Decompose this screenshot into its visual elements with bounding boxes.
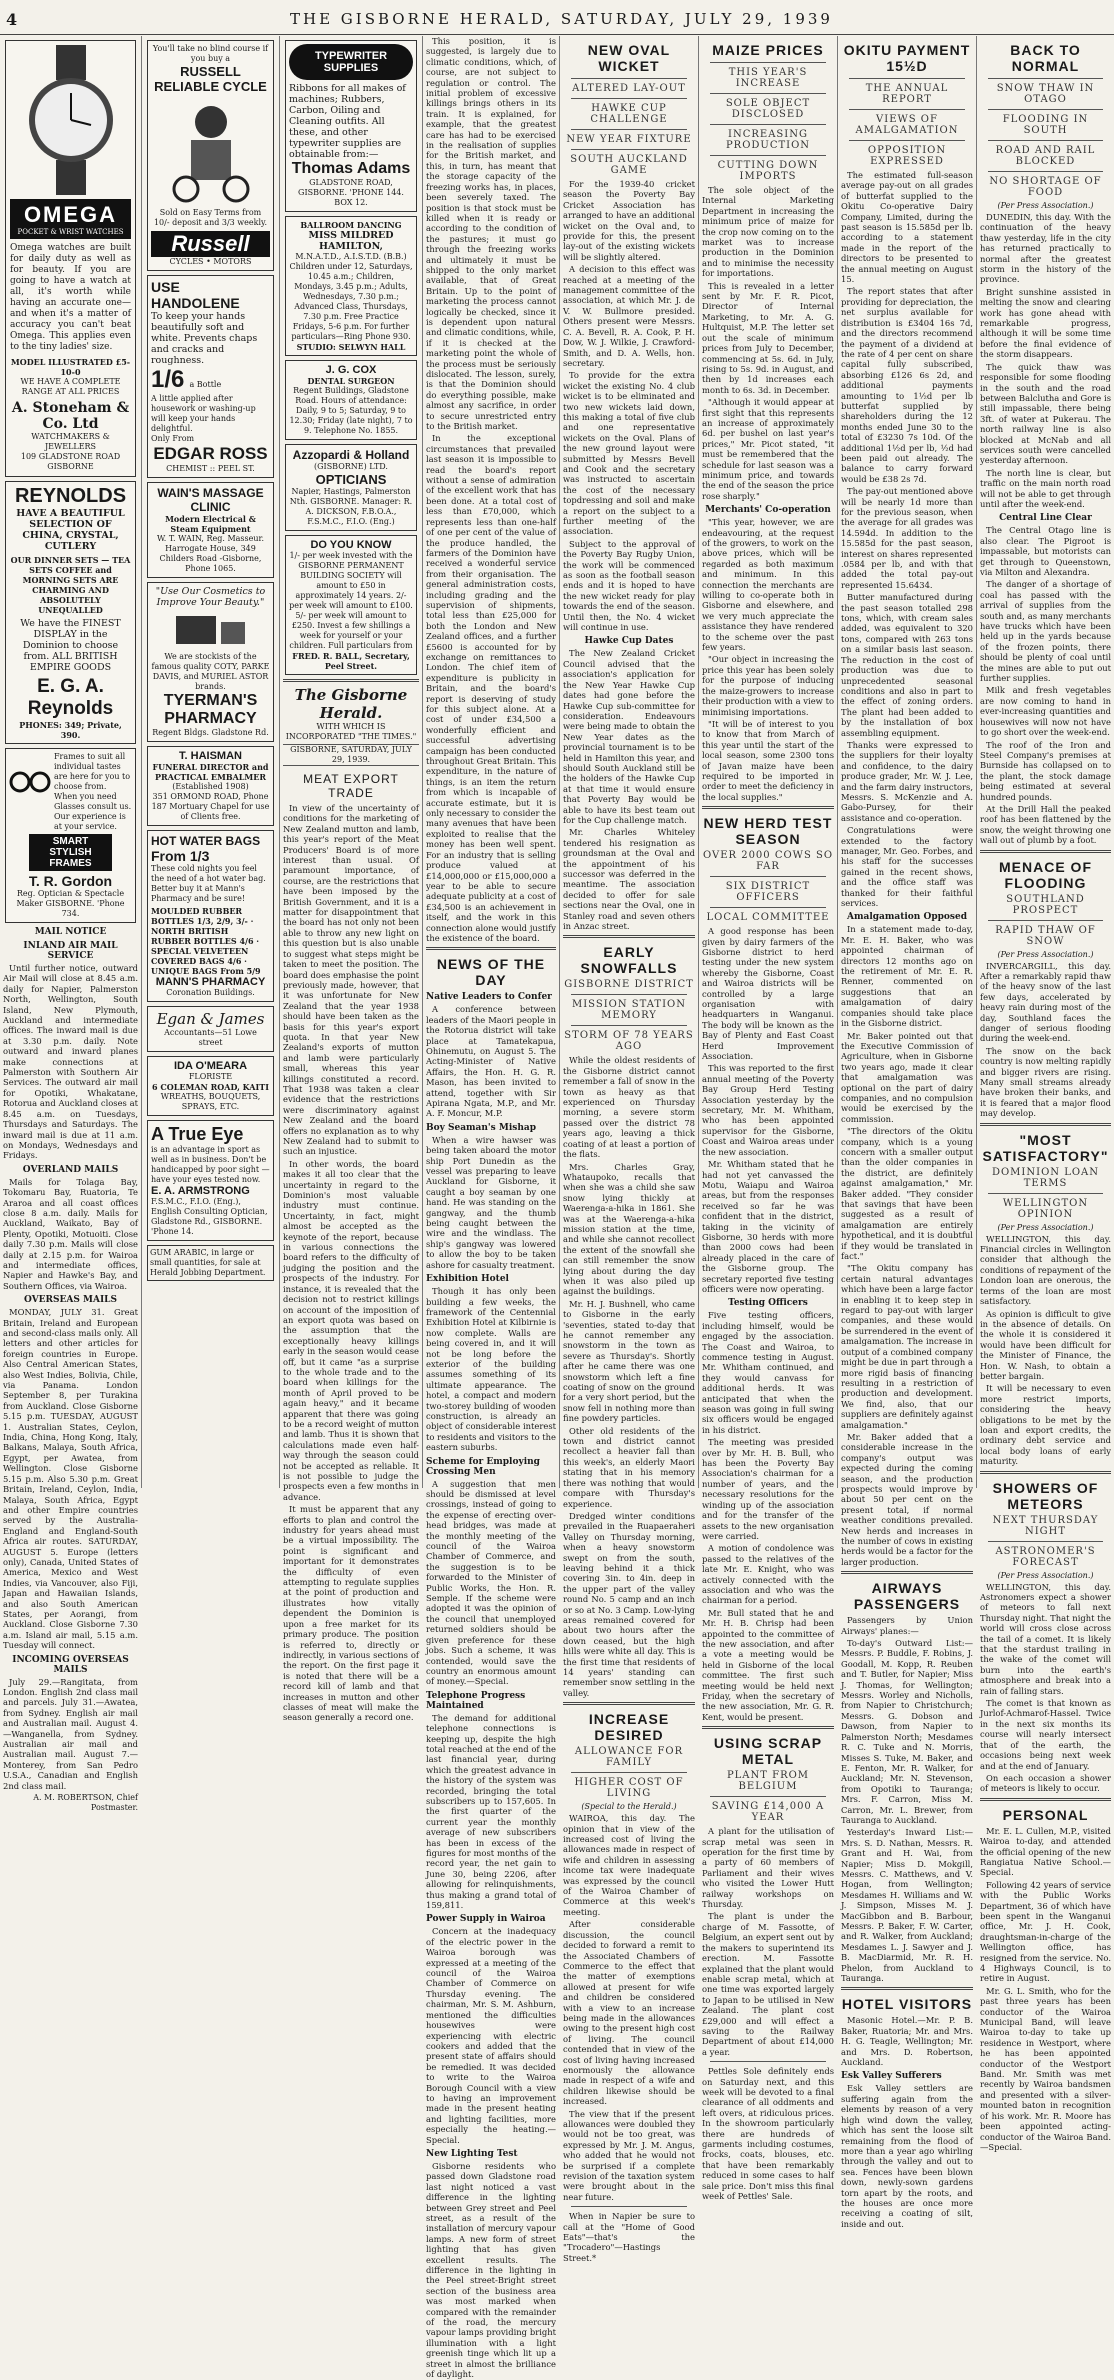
- page-title: THE GISBORNE HERALD, SATURDAY, JULY 29, 1939: [290, 10, 833, 28]
- wain-ad: [147, 482, 274, 578]
- back-to-normal-headline: BACK TO NORMAL: [1010, 42, 1081, 74]
- armstrong-optician-ad: [147, 1120, 274, 1241]
- handolene-only: Only From: [151, 434, 195, 443]
- news-of-day-headline: NEWS OF THE DAY: [436, 956, 546, 989]
- mail-overland-body: Mails for Tolaga Bay, Tokomaru Bay, Ruatoria, Te Araroa and all coast offices close 8 a.m. daily. Mails for Auckland, Waikato, Bay of Plenty, Opotiki, Motuoiti. Close daily 7.30 p.m. Mails will close daily at 2.15 p.m. for Wairoa and intermediate offices, Napier and Hawke's Bay, and Southern Offices, via Wairoa.: [3, 1176, 138, 1291]
- column-weather-personal: [976, 36, 1114, 2152]
- subheadline: SOLE OBJECT DISCLOSED: [725, 98, 811, 120]
- article-paragraph: The view that if the present allowances were doubled they would not be too great, was expressed by Mr. J. M. Angus, who added that he would not be surprised if a complete revision of the taxation system were brought about in the near future.: [563, 2108, 695, 2202]
- reynolds-head: REYNOLDS: [14, 485, 127, 507]
- editorial-paragraph: This position, it is suggested, is largely due to climatic conditions, which, of course, are not subject to regulation or control. The initial problem of excessive killings brings others in its train. It is explained, for example, that the greatest care has had to be exercised in the realisation of supplies for the British market, and this, in turn, has meant that the storage capacity of the freezing works has, in places, been severely taxed. The position is that stock must be killed when it is ready or according to the condition of the pastures; it must go through the freezing works and ultimately it must be shipped to the only market available, that of Great Britain. Up to the point of marketing the process cannot logically be checked, since it is dependent upon natural and climatic conditions, while, if it is checked at the marketing point the whole of the process must be seriously dislocated. The lesson, surely, is that the Dominion should do everything possible, make almost any sacrifice, in order to secure unrestricted entry to the British market.: [426, 36, 556, 432]
- article-paragraph: Other old residents of the town and district cannot recollect a heavier fall than this week's, an elderly Maori stating that in his memory there was nothing that would compare with Thursday's experience.: [563, 1425, 695, 1509]
- article-paragraph: This was reported to the first annual meeting of the Poverty Bay Group Herd Testing Association yesterday by the secretary, Mr. M. Whitham, who has been appointed supervisor for the Gisborne, Coast and Wairoa areas under the new association.: [702, 1063, 834, 1157]
- subheadline: ASTRONOMER'S FORECAST: [995, 1545, 1096, 1568]
- article-paragraph: INVERCARGILL, this day. After a remarkably rapid thaw of the heavy snow of the last few days, accelerated by heavy rain during most of the day, Southland faces the danger of serious flooding during the week-end.: [980, 960, 1111, 1044]
- azz-body: Napier, Hastings, Palmerston Nth. GISBORNE. Manager: R. A. DICKSON, F.B.O.A., F.S.M.C., F.I.O. (Eng.): [289, 487, 413, 526]
- haisman-addr: 351 ORMOND ROAD, Phone 187 Mortuary Chapel for use of Clients free.: [151, 792, 270, 821]
- section-subhead: Esk Valley Sufferers: [841, 2071, 942, 2082]
- mann-addr: Coronation Buildings.: [166, 988, 255, 997]
- tw-banner: TYPEWRITER SUPPLIES: [289, 44, 413, 80]
- mail-sign: A. M. ROBERTSON, Chief Postmaster.: [33, 1793, 138, 1813]
- paper-name: The Gisborne Herald.: [294, 686, 408, 722]
- scrap-metal-headline: USING SCRAP METAL: [713, 1735, 823, 1768]
- article-paragraph: Esk Valley settlers are suffering again from the elements by reason of a very high wind down the valley, which has sent the loose silt remaining from the flood of more than a year ago whirling through the valley and out to sea. Fences have been blown down, newly-sown gardens torn apart by the roots, and the houses are once more receiving a coating of silt, inside and out.: [841, 2083, 973, 2229]
- mail-overseas-body: MONDAY, JULY 31. Great Britain, Ireland and European and second-class mails only. All letters and other articles for foreign countries in Europe. Also Central American States, also West Indies, Bolivia, Chile, via Panama. London September 8, per Turakina from Auckland. Close Gisborne 5.15 p.m. TUESDAY, AUGUST 1. Australian States, Ceylon, India, China, Hong Kong, Italy, Balkans, Malaya, South Africa, Egypt, per Awatea, from Wellington. Close Gisborne 5.15 p.m. Also 5.30 p.m. Great Britain, Ireland, Ceylon, India, Malaya, South Africa, Egypt and other Empire countries served by the Australia-England and England-South Africa air routes. SATURDAY, AUGUST 5. Europe (letters only), Canada, United States of America, Mexico and West Indies, via Vancouver, also Fiji, Japan and Hawaiian Islands, and also South American States, per Aorangi, from Auckland. Close Gisborne 7.30 a.m. Island air mail, 5.15 a.m. Tuesday will connect.: [3, 1307, 138, 1651]
- haisman-name: T. HAISMAN: [179, 750, 242, 762]
- subheadline: NEW YEAR FIXTURE: [566, 134, 692, 145]
- hotel-visitors-headline: HOTEL VISITORS: [841, 1996, 973, 2013]
- mail-incoming-body: July 29.—Rangitata, from London. English 2nd class mail and parcels. July 31.—Awatea, from Sydney. English air mail and Australian mail. August 4.—Wanganella, from Sydney. Australian air mail and Australian mail. August 7.—Monterey, from San Pedro U.S.A., Canadian and English 2nd class mail.: [3, 1676, 138, 1791]
- article-paragraph: Masonic Hotel.—Mr. P. B. Baker, Ruatoria; Mr. and Mrs. H. G. Teagle, Wellington; Mr. and Mrs. D. Robertson, Auckland.: [841, 2015, 973, 2068]
- article-paragraph: Passengers by Union Airways' planes:—: [841, 1615, 973, 1636]
- pbs-head: DO YOU KNOW: [310, 539, 392, 551]
- article-paragraph: It will be necessary to even more restrict imports, considering the heavy obligations to be met by the loan and export credits, the ordinary debt service and local body loans of early maturity.: [980, 1383, 1111, 1467]
- wain-addr: Harrogate House, 349 Childers Road -Gisborne, Phone 1065.: [159, 544, 262, 573]
- ballroom-studio: STUDIO: SELWYN HALL: [296, 342, 406, 352]
- article-paragraph: "Our object in increasing the price this year has been solely for the purpose of inducing the maize-growers to increase their production with a view to minimising importations.: [702, 654, 834, 717]
- article-paragraph: DUNEDIN, this day. With the continuation of the heavy thaw yesterday, life in the city has returned practically to normal after the greatest storm in the history of the province.: [980, 212, 1111, 285]
- article-paragraph: "This year, however, we are endeavouring, at the request of the growers, to work on the above prices, which will be regarded as both maximum and minimum. In this connection the merchants are willing to co-operate both in Gisborne and elsewhere, and we very much appreciate the assistance they have rendered to the scheme over the past few years.: [702, 517, 834, 653]
- hwb-body: These cold nights you feel the need of a hot water bag. Better buy it at Mann's Pharmacy and be sure!: [151, 864, 266, 903]
- mail-inland-head: INLAND AIR MAIL SERVICE: [23, 941, 118, 961]
- edgar-addr: CHEMIST :: PEEL ST.: [166, 464, 255, 473]
- eye-head: A True Eye: [151, 1124, 244, 1144]
- ida-list: WREATHS, BOUQUETS, SPRAYS, ETC.: [160, 1092, 261, 1111]
- news-item-body: Though it has only been building a few weeks, the framework of the Centennial Exhibition Hotel at Kilbirnie is now complete. Walls are being covered in, and it will not be long before the exterior of the building assumes something of its ultimate appearance. The hotel, a compact and modern two-storey building of wooden construction, is already an object of considerable interest to residents and visitors to the eastern suburbs.: [426, 1286, 556, 1453]
- cox-body: Regent Buildings, Gladstone Road. Hours of attendance: Daily, 9 to 5; Saturday, 9 to 12.30; Friday (late night), 7 to 9. Telephone No. 1855.: [289, 386, 413, 435]
- egar-phone: PHONES: 349; Private, 390.: [19, 720, 122, 740]
- tyer-addr: Regent Bldgs. Gladstone Rd.: [152, 728, 269, 737]
- article-paragraph: This is revealed in a letter sent by Mr. F. R. Picot, Director of Internal Marketing, to Mr. A. G. Hultquist, M.P. The letter set out the scale of minimum prices from July to December, commencing at 5s. 6d. in July, rising to 5s. 9d. in August, and then by 1d increases each month to 6s. 3d. in December.: [702, 280, 834, 395]
- gum-arabic-ad: GUM ARABIC, in large or small quantities, for sale at Herald Jobbing Department.: [147, 1245, 274, 1281]
- subheadline: SOUTH AUCKLAND GAME: [570, 154, 688, 176]
- herd-test-headline: NEW HERD TEST SEASON: [703, 815, 833, 848]
- handolene-unit: a Bottle: [189, 380, 222, 389]
- ida-name: IDA O'MEARA: [173, 1060, 248, 1072]
- article-paragraph: A decision to this effect was reached at a meeting of the management committee of the association, at which Mr. J. de V. W. Bullmore presided. Others present were Messrs. C. A. Bevell, R. A. Cook, P. H. Dow, W. J. Wilkie, J. Crawford-Smith, and D. A. Wells, hon. secretary.: [563, 264, 695, 368]
- maize-headline: MAIZE PRICES: [712, 42, 824, 58]
- adams-addr: GLADSTONE ROAD, GISBORNE. 'PHONE 144. BOX 12.: [298, 178, 404, 207]
- editorial-paragraph: In the exceptional circumstances that prevailed last season it is impossible to read the board's report without a sense of admiration of the excellent work that has been done. At a total cost of less than £70,000, which represents less than one-half of one per cent of the value of the produce handled, the farmers of the Dominion have received a wonderful service from their organisation. The general administration costs, including grading and the supervision of shipments, total less than £25,000 for both the London and New Zealand offices, and a further £5600 is accounted for by exchange on remittances to London. The chief item of expenditure is publicity in Britain, and the board's report is deserving of study for this subject alone. At a cost of under £34,500 a wonderfully efficient and successful advertising campaign has been conducted throughout Great Britain. This expenditure, in the nature of things, is an item the return from which is incapable of accurate estimate, but it is only necessary to consider the many avenues that have been exploited to realise that the money has been well spent. For an industry that is selling produce valued at £14,000,000 or £15,000,000 a year to be able to secure adequate publicity at a cost of £34,500 is an achievement in itself, and the work in this connection alone would justify the existence of the board.: [426, 433, 556, 943]
- article-paragraph: "It will be of interest to you to know that from March of this year until the start of the local season, some 2300 tons of Javan maize have been required to be imported in order to meet the deficiency in the local supplies.": [702, 718, 834, 802]
- news-item-head: Exhibition Hotel: [426, 1274, 509, 1285]
- article-paragraph: The pay-out mentioned above will be nearly 1d more than for the previous season, when the average for all grades was 14.594d. In addition to the 15.585d for the past season, interest on shares represented .0584 per lb, and with that added the total pay-out represented 15.6434.: [841, 486, 973, 590]
- airways-headline: AIRWAYS PASSENGERS: [853, 1580, 961, 1613]
- omega-body: Omega watches are built for daily duty as well as for beauty. If you are going to have a watch at all, it's worth while having an accurate one—and when it's a matter of accuracy you can't beat Omega. This applies even to the tiny ladies' size.: [10, 243, 131, 352]
- wain-head: WAIN'S MASSAGE CLINIC: [157, 486, 264, 514]
- article-paragraph: The plant is under the charge of M. Fassotte, of Belgium, an expert sent out by the makers to superintend its erection. M. Fassotte explained that the plant would enable scrap metal, which at one time was exported largely to Japan to be utilised in New Zealand. The plant cost £29,000 and will effect a saving to the Railway Department of about £14,000 a year.: [702, 1911, 834, 2057]
- omega-ad: [5, 40, 136, 477]
- pbs-body: 1/- per week invested with the GISBORNE PERMANENT BUILDING SOCIETY will amount to £50 in approximately 14 years. 2/- per week will amount to £100. 5/- per week will amount to £250. Invest a few shillings a week for yourself or your children. Full particulars from: [289, 551, 413, 650]
- news-item-body: A suggestion that men should be dismissed at level crossings, instead of going to the expense of erecting over-head bridges, was made at the monthly meeting of the council of the Wairoa Chamber of Commerce, and the suggestion is to be forwarded to the Minister of Public Works, the Hon. R. Semple. If the scheme were adopted it was the opinion of the council that unemployed returned soldiers should be given preference for these jobs. Such a scheme, it was contended, would save the country an enormous amount of money.—Special.: [426, 1478, 556, 1687]
- byline: (Per Press Association.): [997, 1222, 1094, 1232]
- tyer-name: TYERMAN'S PHARMACY: [163, 692, 258, 727]
- omega-range: WE HAVE A COMPLETE RANGE AT ALL PRICES: [20, 377, 121, 396]
- subheadline: THIS YEAR'S INCREASE: [728, 67, 808, 89]
- article-paragraph: The roof of the Iron and Steel Company's premises at Burnside has collapsed on to the plant, the stock damage being estimated at several hundred pounds.: [980, 739, 1111, 802]
- news-item-body: Gisborne residents who passed down Gladstone road last night noticed a vast difference in the lighting between Grey street and Peel street, as a result of the installation of mercury vapour lamps. A new form of street lighting that has given excellent results. The difference in the lighting in the Peel street-Bright street section of the business area was most marked when compared with the remainder of the road, the mercury vapour lamps providing bright illumination with a light greenish tinge which lit up a street in almost the brilliance of daylight.: [426, 2160, 556, 2380]
- reynolds-sets: OUR DINNER SETS — TEA SETS COFFEE and MORNING SETS ARE CHARMING AND ABSOLUTELY UNEQUALLED: [10, 555, 131, 615]
- editorial-paragraph: In view of the uncertainty of conditions for the marketing of New Zealand mutton and lamb, this year's report of the Meat Producers' Board is of more interest than usual. Of paramount importance, of course, are the restrictions that have been imposed by the British Government, and it is a matter for disappointment that the board has not only not been able to throw any new light on this question but is also unable to suggest what steps might be taken to meet the position. The board does emphasise the point previously made, however, that it was unfortunate for New Zealand that the year 1938 should have been taken as the basis for this year's export quota. In that year New Zealand's exports of mutton and lamb were particularly small, whereas this year killings constituted a record. That 1938 was taken a clear evidence that the restrictions were discriminatory against New Zealand and the board offers no explanation as to why New Zealand had to submit to such an injustice.: [283, 803, 419, 1157]
- editorial-paragraph: It must be apparent that any efforts to plan and control the industry for years ahead must be a virtual impossibility. The point is significant and important for it demonstrates the difficulty of even attempting to regulate supplies at the point of production and illustrates how vitally dependent the Dominion is upon a free market for its primary produce. The position is referred to, directly or indirectly, in various sections of the report. On the first page it is noted that there will be a record kill of lamb and that increases in mutton and other classes of meat will make the season generally a record one.: [283, 1504, 419, 1723]
- stoneham-name: A. Stoneham & Co. Ltd: [11, 400, 130, 432]
- editorial-headline: MEAT EXPORT TRADE: [303, 772, 399, 800]
- subheadline: RAPID THAW OF SNOW: [995, 924, 1096, 947]
- azz-sub: (GISBORNE) LTD.: [314, 462, 388, 471]
- article-paragraph: Mr. Baker added that a considerable increase in the company's output was expected during the coming season, and the production prospects would improve by about 50 per cent on the present total, if normal weather conditions prevailed. New herds and increases in the number of cows in existing herds would be a factor for the larger production.: [841, 1431, 973, 1567]
- ida-addr: 6 COLEMAN ROAD, KAITI: [152, 1082, 269, 1092]
- mann-name: MANN'S PHARMACY: [155, 976, 266, 988]
- article-paragraph: A plant for the utilisation of scrap metal was seen in operation for the first time by a party of 60 members of Parliament and their wives who visited the Lower Hutt railway workshops on Thursday.: [702, 1826, 834, 1910]
- subheadline: STORM OF 78 YEARS AGO: [564, 1030, 694, 1053]
- hwb-head: HOT WATER BAGS: [151, 834, 261, 848]
- handolene-price: 1/6: [151, 366, 185, 393]
- personal-headline: PERSONAL: [1002, 1806, 1089, 1823]
- article-paragraph: On each occasion a shower of meteors is likely to occur.: [980, 1772, 1111, 1794]
- subheadline: HAWKE CUP CHALLENGE: [590, 103, 668, 125]
- column-ads-2: [141, 36, 279, 1488]
- article-paragraph: Congratulations were extended to the factory manager, Mr. Geo. Forbes, and his staff for the successes gained in the recent shows, and the office staff was thanked for their faithful services.: [841, 825, 973, 909]
- cycle-name: RUSSELL RELIABLE CYCLE: [154, 64, 267, 94]
- subheadline: HIGHER COST OF LIVING: [574, 1777, 684, 1800]
- handolene-body: To keep your hands beautifully soft and white. Prevents chaps and cracks and roughness.: [151, 311, 258, 366]
- omega-sub: POCKET & WRIST WATCHES: [17, 228, 124, 236]
- satisfactory-headline: "MOST SATISFACTORY": [982, 1131, 1109, 1164]
- tw-body: Ribbons for all makes of machines; Rubbers, Carbon, Oiling and Cleaning outfits. All these, and other typewriter supplies are obtainable from:—: [289, 83, 406, 160]
- article-paragraph: The quick thaw was responsible for some flooding in the south and the road between Balclutha and Gore is still impassable, there being 3ft. of water at Pukerau. The north railway line is also blocked at McNab and all services south were cancelled yesterday afternoon.: [980, 361, 1111, 466]
- subheadline: GISBORNE DISTRICT: [564, 979, 694, 991]
- gordon-name: T. R. Gordon: [28, 873, 113, 889]
- adams-name: Thomas Adams: [291, 160, 411, 177]
- reynolds-ad: [5, 481, 136, 744]
- mail-inland-body: Until further notice, outward Air Mail will close at 8.45 a.m. daily for Napier, Palmerston North, Wellington, South Island, New Plymouth, Auckland and intermediate offices. The inward mail is due at 3.30 p.m. daily. Note outward and inward planes make connections at Palmerston with Southern Air Services. The outward air mail for Opotiki, Whakatane, Rotorua and Auckland closes at 8.45 a.m. on Tuesdays, Thursdays and Saturdays. The inward mail is due at 11 a.m. on Mondays, Wednesdays and Fridays.: [3, 963, 138, 1161]
- article-paragraph: Butter manufactured during the past season totalled 298 tons, which, with cream sales added, was equivalent to 320 tons, compared with 263 tons on a similar basis last season. The reduction in the cost of production was due to unprecedented seasonal conditions and also in part to the effect of zoning orders. The plant had been added to by the installation of box assembling equipment.: [841, 592, 973, 738]
- article-paragraph: The sole object of the Internal Marketing Department in increasing the minimum price of maize for the crop now coming on to the market was to increase production in the Dominion and to minimise the necessity for importations.: [702, 185, 834, 279]
- column-okitu-airways: [837, 36, 976, 2229]
- gordon-badge: SMART STYLISH FRAMES: [29, 834, 112, 871]
- byline: (Per Press Association.): [997, 1570, 1094, 1580]
- article-paragraph: To-day's Outward List:—Messrs. P. Buddle, F. Robins, J. Goodall, M. Kopp, R. Reuben and T. Butler, for Napier; Miss J. Thomas, for Wellington; Messrs. Worley and Nicholls, from Napier to Christchurch; Messrs. G. Dobson and Dawson, from Napier to Palmerston North; Mesdames R. C. Tuke and N. Morris, Misses S. Tuke, M. Baker, and E. Fenton, Mr. R. Walker, for Auckland; Mr. N. Stevenson, from Opotiki to Tauranga; Mrs. F. Carron, Miss M. Carron, Mr. L. Brewer, from Tauranga to Auckland.: [841, 1638, 973, 1825]
- subheadline: SAVING £14,000 A YEAR: [711, 1801, 825, 1824]
- column-maize-herd: [698, 36, 837, 2202]
- cycle-terms: Sold on Easy Terms from 10/- deposit and 3/3 weekly.: [153, 208, 268, 227]
- article-paragraph: WELLINGTON, this day. Financial circles in Wellington consider that although the conditions of repayment of the London loan are onerous, the terms of the loan are most satisfactory.: [980, 1233, 1111, 1307]
- article-paragraph: Following 42 years of service with the Public Works Department, 36 of which have been spent in the Wanganui office, Mr. J. H. Cook, draughtsman-in-charge of the Wellington office, has resigned from the service. No. 4 Highways Council, is to retire in August.: [980, 1879, 1111, 1984]
- egan-name: Egan & James: [156, 1010, 265, 1028]
- article-paragraph: Mr. Charles Whiteley tendered his resignation as groundsman at the Oval and the appointment of his successor was deferred in the meantime. The association decided to offer for sale sections near the Oval, one in Stanley road and seven others in Anzac street.: [563, 827, 695, 932]
- article-paragraph: After considerable discussion, the council decided to forward a remit to the Associated Chambers of Commerce to the effect that the matter of exemptions allowed at present for wife and children be considered with a view to an increase being made in the allowances owing to the present high cost of living. The council contended that in view of the cost of living having increased enormously the allowance made in respect of a wife and children likewise should be increased.: [563, 1919, 695, 2107]
- news-item-body: When a wire hawser was being taken aboard the motor ship Port Dunedin as the vessel was preparing to leave Auckland for Gisborne, it caught a boy seaman by one hand. He was standing on the gangway, and the thumb being caught between the wire and the windlass. The ship's gangway was lowered to allow the boy to be taken ashore for casualty treatment.: [426, 1134, 556, 1270]
- article-paragraph: Mrs. Charles Gray, Whataupoko, recalls that when she was a child she saw snow lying thickly at Waerenga-a-hika in 1861. She was at the Waerenga-a-hika mission station at the time, and while she cannot recollect the extent of the snowfall she can still remember the snow lying about during the day when it was also piled up against the buildings.: [563, 1161, 695, 1297]
- subheadline: MISSION STATION MEMORY: [571, 999, 686, 1022]
- subheadline: LOCAL COMMITTEE: [706, 912, 830, 924]
- hwb-from: From 1/3: [151, 848, 210, 864]
- gordon-ad: [5, 748, 136, 923]
- article-paragraph: "The Okitu company has certain natural advantages which have been a large factor in enabling it to keep step in regard to pay-out with larger companies, and these would be surrendered in the event of amalgamation. The increase in output of a combined company might be due in part through a more rigid basis of financing resulting in a restriction of production and development. We find, also, that our suppliers are definitely against amalgamation.": [841, 1263, 973, 1430]
- page-number: 4: [6, 10, 18, 29]
- azz-head: OPTICIANS: [315, 472, 387, 487]
- article-paragraph: The danger of a shortage of coal has passed with the arrival of supplies from the south and, as many merchants have trucks which have been held up in the yards because of the frozen points, there should be plenty of coal until the mines are able to put out further supplies.: [980, 579, 1111, 684]
- column-editorial: [279, 36, 422, 1723]
- russell-logo: Russell: [151, 231, 270, 257]
- subheadline: PLANT FROM BELGIUM: [726, 1770, 810, 1793]
- article-paragraph: While the oldest residents of the Gisborne district cannot remember a fall of snow in the town as heavy as that experienced on Thursday morning, a severe storm passed over the district 78 years ago, leaving a thick coating of at least a portion of the flats.: [563, 1055, 695, 1160]
- cosmetics-image: [171, 608, 251, 648]
- stoneham-sub: WATCHMAKERS & JEWELLERS: [31, 432, 110, 451]
- azz-name: Azzopardi & Holland: [292, 448, 410, 462]
- masthead: [0, 0, 1114, 35]
- article-paragraph: Yesterday's Inward List:—Mrs. S. D. Nathan, Messrs. R. Grant and H. Wai, from Napier; Miss D. Mokgill, Messrs. C. Matthews, and V. Hogan, from Wellington; Mesdames H. Williams and W. J. Simpson, Misses M. J. MacGibbon and B. Barbour, Messrs. P. Baker, F. W. Carter, and R. Walker, from Auckland; Mesdames L. J. Sawyer and J. B. MacDiarmid, Mr. R. H. Phelon, from Auckland to Tauranga.: [841, 1827, 973, 1984]
- article-paragraph: The Central Otago line is also clear. The Pigroot is impassable, but motorists can get through to Queenstown, via Milton and Alexandra.: [980, 525, 1111, 577]
- omega-price: MODEL ILLUSTRATED £5-10-0: [10, 357, 131, 377]
- byline: (Special to the Herald.): [581, 1802, 677, 1812]
- pbs-sign: FRED. R. BALL, Secretary, Peel Street.: [292, 651, 410, 671]
- column-cricket-snow: [559, 36, 698, 2263]
- egan-sub: Accountants—51 Lowe street: [164, 1028, 257, 1047]
- news-item-head: Power Supply in Wairoa: [426, 1914, 546, 1925]
- paper-sub: WITH WHICH IS INCORPORATED "THE TIMES.": [285, 722, 417, 741]
- article-paragraph: Bright sunshine assisted in melting the snow and clearing work has gone ahead with remarkable progress, although it will be some time before the final evidence of the storm disappears.: [980, 286, 1111, 360]
- cox-name: J. G. COX: [325, 364, 377, 376]
- article-paragraph: The estimated full-season average pay-out on all grades of butterfat supplied to the Okitu Co-operative Dairy Company, Limited, during the past season is 15.585d per lb. according to a statement made in the report of the directors to be presented to the annual meeting on August 15.: [841, 170, 973, 285]
- subheadline: SOUTHLAND PROSPECT: [1006, 893, 1085, 916]
- haisman-sub: FUNERAL DIRECTOR and PRACTICAL EMBALMER: [152, 762, 269, 782]
- section-subhead: Testing Officers: [728, 1298, 808, 1309]
- subheadline: OPPOSITION EXPRESSED: [867, 145, 947, 167]
- article-paragraph: Mr. Baker pointed out that the Executive Commission of Agriculture, when in Gisborne two years ago, made it clear that amalgamation was optional on the part of dairy companies, and no compulsion would be exercised by the commission.: [841, 1030, 973, 1124]
- haisman-ad: [147, 746, 274, 826]
- news-item-body: A conference between leaders of the Maori people in the Rotorua district will take place at Tamatekapua, Ohinemutu, on August 5. The Acting-Minister of Native Affairs, the Hon. H. G. R. Mason, has been invited to attend, together with Sir Apirana Ngata, M.P., and Mr. A. F. Moncur, M.P.: [426, 1004, 556, 1119]
- subheadline: NEXT THURSDAY NIGHT: [992, 1514, 1099, 1537]
- cycle-top: You'll take no blind course if you buy a: [152, 44, 269, 63]
- article-paragraph: "The directors of the Okitu company, which is a young concern with a smaller output than the older companies in the district, are definitely against amalgamation," Mr. Baker added. "They consider that savings that have been suggested as a result of amalgamation are entirely hypothetical, and it is doubtful if they would be translated in fact.": [841, 1126, 973, 1262]
- section-subhead: Central Line Clear: [999, 513, 1092, 524]
- section-subhead: Hawke Cup Dates: [584, 636, 674, 647]
- column-ads-1: [0, 36, 141, 1813]
- news-item-head: New Lighting Test: [426, 2148, 518, 2159]
- building-society-ad: [285, 535, 417, 675]
- article-paragraph: Subject to the approval of the Poverty Bay Rugby Union, the work will be commenced as soon as the football season ends and it is hoped to have the new wicket ready for play towards the end of the season. Until then, the No. 4 wicket will continue in use.: [563, 538, 695, 633]
- subheadline: ALTERED LAY-OUT: [572, 83, 686, 94]
- article-paragraph: In a statement made to-day, Mr. E. H. Baker, who was appointed chairman of directors 12 months ago on the retirement of Mr. E. R. Renner, commented on suggestions that an amalgamation of dairy companies should take place in the Gisborne district.: [841, 924, 973, 1029]
- gordon-text: Frames to suit all individual tastes are here for you to choose from. When you need Glasses consult us. Our experience is at your service.: [54, 752, 132, 831]
- mail-overseas-head: OVERSEAS MAILS: [24, 1295, 117, 1306]
- subheadline: DOMINION LOAN TERMS: [991, 1166, 1100, 1189]
- paper-date: GISBORNE, SATURDAY, JULY 29, 1939.: [283, 744, 419, 766]
- eye-body: is an advantage in sport as well as in business. Don't be handicapped by poor sight — have your eyes tested now.: [151, 1145, 270, 1184]
- subheadline: OVER 2000 COWS SO FAR: [702, 850, 834, 873]
- subheadline: SNOW THAW IN OTAGO: [996, 83, 1095, 105]
- article-paragraph: At the Drill Hall the peaked roof has been flattened by the snow, the weight throwing one wall out of plumb by a foot.: [980, 803, 1111, 846]
- article-paragraph: Five testing officers, including himself, would be engaged by the association. The Coast and Wairoa, to commence testing in August. Mr. Whitham continued, and they would canvass for additional herds. It was anticipated that when the season was going in full swing six officers would be engaged in his district.: [702, 1310, 834, 1435]
- tyerman-ad: [147, 582, 274, 742]
- article-paragraph: Dredged winter conditions prevailed in the Ruapaeraheri Valley on Thursday morning, when a heavy snowstorm swept on from the south, leaving behind it a thick covering 3in. to 4in. deep in the upper part of the valley round No. 5 camp and an inch or so at No. 3 Camp. Low-lying areas remained covered for about two hours after the down ceased, but the high hills were white all day. This is the first time that residents of 14 years' standing can remember snow settling in the valley.: [563, 1510, 695, 1698]
- article-paragraph: "Although it would appear at first sight that this represents an increase of approximately 6d. per bushel on last year's prices," Mr. Picot stated, "it must be remembered that the schedule for last season was a minimum price, and towards the end of the season the price rose sharply.": [702, 397, 834, 501]
- typewriter-ad: [285, 40, 417, 212]
- ballroom-ad: [285, 216, 417, 356]
- edgar-name: EDGAR ROSS: [153, 444, 268, 463]
- subheadline: ROAD AND RAIL BLOCKED: [995, 145, 1096, 167]
- tyer-body: We are stockists of the famous quality COTY, PARKE DAVIS, and MURIEL ASTOR brands.: [151, 652, 270, 691]
- wristwatch-image: [11, 45, 131, 195]
- article-paragraph: Thanks were expressed to the suppliers for their loyalty and confidence, to the dairy produce grader, Mr. W. J. Lee, and the farm dairy instructors, Messrs. S. McKenzie and A. Gabo-Pursey, for their assistance and co-operation.: [841, 739, 973, 823]
- mail-incoming-head: INCOMING OVERSEAS MAILS: [12, 1654, 129, 1675]
- article-paragraph: The meeting was presided over by Mr. H. B. Bull, who has been the Poverty Bay Association's chairman for a number of years, and the necessary resolutions for the winding up of the association and for the transfer of the assets to the new organisation were carried.: [702, 1437, 834, 1541]
- article-paragraph: Mr. E. L. Cullen, M.P., visited Wairoa to-day, and attended the official opening of the new Rangiatua Native School.—Special.: [980, 1825, 1111, 1878]
- cricket-headline: NEW OVAL WICKET: [587, 42, 671, 74]
- ida-omeara-ad: [147, 1056, 274, 1116]
- subheadline: WELLINGTON OPINION: [1002, 1197, 1089, 1220]
- subheadline: VIEWS OF AMALGAMATION: [855, 114, 959, 136]
- cyclist-image: [156, 94, 266, 204]
- egar-name: E. G. A. Reynolds: [27, 676, 114, 719]
- classified-notice: When in Napier be sure to call at the "Home of Good Eats"—that's the "Trocadero"—Hastings Street.*: [563, 2211, 695, 2263]
- russell-sub: CYCLES • MOTORS: [169, 257, 252, 266]
- handolene-head: USE HANDOLENE: [151, 279, 240, 311]
- news-item-body: Concern at the inadequacy of the electric power in the Wairoa borough was expressed at a meeting of the council of the Wairoa Chamber of Commerce on Thursday evening. The chairman, Mr. S. M. Ashburn, mentioned the difficulties housewives were experiencing with electric cookers and added that the present state of affairs should be remedied. It was decided to write to the Wairoa Borough Council with a view to having an improvement made in the present heating and lighting facilities, more especially the heating.—Special.: [426, 1926, 556, 2145]
- gordon-sub: Reg. Optician & Spectacle Maker GISBORNE. 'Phone 734.: [16, 889, 125, 918]
- news-item-head: Scheme for Employing Crossing Men: [426, 1456, 540, 1477]
- article-paragraph: To provide for the extra wicket the existing No. 4 club wicket is to be eliminated and two new wickets laid down, this making a total of five club and one representative wickets on the Oval. Plans of the new ground layout were submitted by Messrs Bevell and Cook and the secretary was instructed to ascertain the cost of the necessary topdressing and soil and make a report on the subject to a further meeting of the association.: [563, 370, 695, 537]
- editorial-paragraph: In other words, the board makes it all too clear that the uncertainty in regard to the Dominion's most valuable industry must continue. Uncertainty, in fact, might almost be accepted as the keynote of the report, because in various connections the board refers to the difficulty of judging the position and the prospects of the industry. For instance, it is revealed that the decision not to restrict killings on account of the imposition of an export quota was based on the assumption that the exceptionally heavy killings early in the season would cease off, but it came "as a surprise to the whole trade and to the board when killings for the month of April proved to be again heavy," and it became apparent that there was going to be a record weight of mutton and lamb. Thus it is shown that calculations made even half-way through the season could not be accepted as reliable. It is not possible to judge the prospects even a few months in advance.: [283, 1158, 419, 1502]
- mail-head: MAIL NOTICE: [34, 927, 107, 937]
- news-item-head: Native Leaders to Confer: [426, 992, 552, 1003]
- handolene-ad: [147, 275, 274, 478]
- article-paragraph: Mr. Bull stated that he and Mr. H. B. Chrisp had been appointed to the committee of the new association, and after a vote a meeting would be held in Gisborne of the local committee. The first such meeting would be held next Friday, when the secretary of the new association, Mr. G. R. Kent, would be present.: [702, 1607, 834, 1722]
- ballroom-head: BALLROOM DANCING: [300, 220, 402, 230]
- cox-sub: DENTAL SURGEON: [307, 376, 395, 386]
- classified-notice: Pettles Sole definitely ends on Saturday next, and this week will be devoted to a final clearance of all oddments and left overs, at ridiculous prices. In the showroom particularly there are hundreds of garments including costumes, frocks, coats, blouses, etc. that have been remarkably reduced in some cases to half sale price. Don't miss this final week of Pettles' Sale.: [702, 2066, 834, 2202]
- hot-water-bags-ad: [147, 830, 274, 1002]
- wain-sub: Modern Electrical & Steam Equipment: [165, 514, 256, 534]
- flooding-headline: MENACE OF FLOODING: [999, 858, 1092, 891]
- news-item-body: The demand for additional telephone connections is keeping up, despite the high total reached at the end of the last financial year, during which the greatest advance in the history of the system was recorded, bringing the total subscribers up to 157,605. In the first quarter of the current year the monthly average of new subscribers has been in excess of the figures for most months of the record year, the net gain to June 30, being 2206, after allowing for relinquishments, thus making a grand total of 159,811.: [426, 1712, 556, 1911]
- article-paragraph: The report states that after providing for depreciation, the net surplus available for distribution is £3404 16s 7d, and the directors recommend the payment of a dividend at the rate of 4 per cent on share capital fully subscribed, absorbing £126 6s 2d, and additional payments amounting to 1½d per lb butterfat supplied by shareholders during the 12 months ended June 30 to the total of £3230 7s 10d. Of the additional 1½d per lb, ½d had been paid out already. The balance to carry forward would be £38 2s 7d.: [841, 286, 973, 484]
- subheadline: NO SHORTAGE OF FOOD: [989, 176, 1102, 198]
- reynolds-body: HAVE A BEAUTIFUL SELECTION OF CHINA, CRYSTAL, CUTLERY: [16, 508, 125, 552]
- subheadline: FLOODING IN SOUTH: [1002, 114, 1089, 136]
- haisman-est: (Established 1908): [172, 782, 249, 791]
- section-subhead: Amalgamation Opposed: [846, 912, 967, 923]
- byline: (Per Press Association.): [997, 201, 1094, 210]
- handolene-note: A little applied after housework or washing-up will keep your hands delightful.: [151, 394, 256, 433]
- article-paragraph: A motion of condolence was passed to the relatives of the late Mr. E. Knight, who was actively connected with the association and who was the chairman for a period.: [702, 1543, 834, 1606]
- hwb-list: MOULDED RUBBER BOTTLES 1/3, 2/9, 3/- · NORTH BRITISH RUBBER BOTTLES 4/6 · SPECIAL VELVETEEN COVERED BAGS 4/6 · UNIQUE BAGS From 5/9: [151, 906, 261, 976]
- section-subhead: Merchants' Co-operation: [705, 505, 831, 516]
- article-paragraph: Milk and fresh vegetables are now coming to hand in ever-increasing quantities and housewives will now not have to go short over the week-end.: [980, 685, 1111, 738]
- tyer-bubble: "Use Our Cosmetics to Improve Your Beauty.": [155, 586, 266, 608]
- article-paragraph: The snow on the back country is now melting rapidly and bigger rivers are rising. Many small streams already have broken their banks, and it is feared that a major flood may develop.: [980, 1045, 1111, 1119]
- cox-dentist-ad: [285, 360, 417, 440]
- snowfalls-headline: EARLY SNOWFALLS: [580, 944, 678, 977]
- subheadline: THE ANNUAL REPORT: [865, 83, 949, 105]
- mail-overland-head: OVERLAND MAILS: [22, 1164, 119, 1175]
- article-paragraph: WAIROA, this day. The opinion that in view of the increased cost of living the allowances made in respect of wife and children in assessing income tax were inadequate was expressed by the council of the Wairoa Chamber of Commerce at this week's meeting.: [563, 1813, 695, 1917]
- article-paragraph: Mr. Whitham stated that he had not yet canvassed the Motu, Waiapu and Wairoa areas, but from the responses received so far he was confident that in the district, taking in the vicinity of Gisborne, 30 herds with more than 2000 cows had been already placed in the care of the Gisborne group. The secretary reported five testing officers were now operating.: [702, 1159, 834, 1294]
- increase-headline: INCREASE DESIRED: [588, 1711, 670, 1744]
- article-paragraph: Mr. H. J. Bushnell, who came to Gisborne in the early 'seventies, stated to-day that he cannot remember any snowstorm in the town as severe as Thursday's. Shortly after he came there was one snowstorm which left a fine coating of snow on the ground for a very short period, but the snow fell in nothing more than fine powdery particles.: [563, 1298, 695, 1424]
- meteors-headline: SHOWERS OF METEORS: [992, 1479, 1099, 1512]
- omega-logo: OMEGA: [23, 202, 118, 227]
- article-paragraph: The north line is clear, but traffic on the main north road will not be able to get through until after the week-end.: [980, 467, 1111, 509]
- article-paragraph: Mr. G. L. Smith, who for the past three years has been conductor of the Wairoa Municipal Band, will leave Wairoa to-day to take up residence in Westport, where he has been appointed conductor of the Westport Band. Mr. Smith was met recently by Wairoa bandsmen and presented with a silver-mounted baton in recognition of his work. Mr. R. Moore has been appointed acting-conductor of the Wairoa Band.—Special.: [980, 1985, 1111, 2152]
- ida-sub: FLORISTE: [188, 1072, 233, 1081]
- russell-cycle-ad: [147, 40, 274, 271]
- column-news-of-day: [422, 36, 559, 2380]
- spectacles-icon: [9, 752, 51, 812]
- egan-james-ad: [147, 1006, 274, 1052]
- article-paragraph: The New Zealand Cricket Council advised that the association's application for the New Year Hawke Cup dates had gone before the Hawke Cup sub-committee for consideration. Endeavours were being made to obtain the New Year dates as the provincial tournament is to be held in Hamilton this year, and should South Auckland still be the holders of the Hawke Cup at that time it would ensure that Poverty Bay would be able to have its best team out for the Cup challenge match.: [563, 648, 695, 825]
- article-paragraph: The comet is that known as Jurlof-Achmarof-Hassel. Twice in the next six months its course will nearly intersect that of the earth, the occasions being next week and at the end of January.: [980, 1698, 1111, 1771]
- okitu-headline: OKITU PAYMENT 15½D: [843, 42, 971, 74]
- subheadline: CUTTING DOWN IMPORTS: [717, 160, 819, 182]
- article-paragraph: WELLINGTON, this day. Astronomers expect a shower of meteors to fall next Thursday night. That night the world will cross close across the tail of a comet. It is likely that the stardust trailing in the wake of the comet will burn into the earth's atmosphere and break into a rain of falling stars.: [980, 1581, 1111, 1696]
- stoneham-addr: 109 GLADSTONE ROAD GISBORNE: [20, 452, 121, 471]
- ballroom-body: M.N.A.T.D., A.I.S.T.D. (B.B.) Children under 12, Saturdays, 10.45 a.m.; Children, Mondays, 3.45 p.m.; Adults, Wednesdays, 7.30 p.m.; Advanced Class, Thursdays, 7.30 p.m. Free Practice Fridays, 5-6 p.m. For further particulars—Ring Phone 930.: [289, 252, 413, 341]
- armstrong-sub: F.S.M.C., F.I.O. (Eng.), English Consulting Optician, Gladstone Rd., GISBORNE. 'Phone 14.: [151, 1197, 268, 1236]
- subheadline: ALLOWANCE FOR FAMILY: [574, 1746, 684, 1769]
- azzopardi-ad: [285, 444, 417, 531]
- byline: (Per Press Association.): [997, 949, 1094, 959]
- article-paragraph: As opinion is difficult to give in the absence of details. On the whole it is considered it would have been difficult for the Minister of Finance, the Hon. W. Nash, to obtain a better bargain.: [980, 1308, 1111, 1381]
- subheadline: SIX DISTRICT OFFICERS: [725, 881, 811, 904]
- wain-name: W. T. WAIN, Reg. Masseur.: [156, 534, 264, 543]
- article-paragraph: A good response has been given by dairy farmers of the Gisborne district to herd testing under the new system whereby the Gisborne, Coast and Wairoa districts will be controlled by a large organisation with headquarters in Wanganui. The body will be known as the Bay of Plenty and East Coast Herd Improvement Association.: [702, 926, 834, 1062]
- subheadline: INCREASING PRODUCTION: [725, 129, 811, 151]
- reynolds-display: We have the FINEST DISPLAY in the Dominion to choose from. ALL BRITISH EMPIRE GOODS: [20, 618, 121, 673]
- armstrong-name: E. A. ARMSTRONG: [151, 1185, 250, 1197]
- article-paragraph: For the 1939-40 cricket season the Poverty Bay Cricket Association has arranged to have an additional wicket on the Oval and, to provide for this, the present lay-out of the existing wickets will be slightly altered.: [563, 179, 695, 262]
- ballroom-name: MISS MILDRED HAMILTON,: [308, 230, 394, 252]
- news-item-head: Boy Seaman's Mishap: [426, 1122, 536, 1133]
- news-item-head: Telephone Progress Maintained: [426, 1690, 526, 1711]
